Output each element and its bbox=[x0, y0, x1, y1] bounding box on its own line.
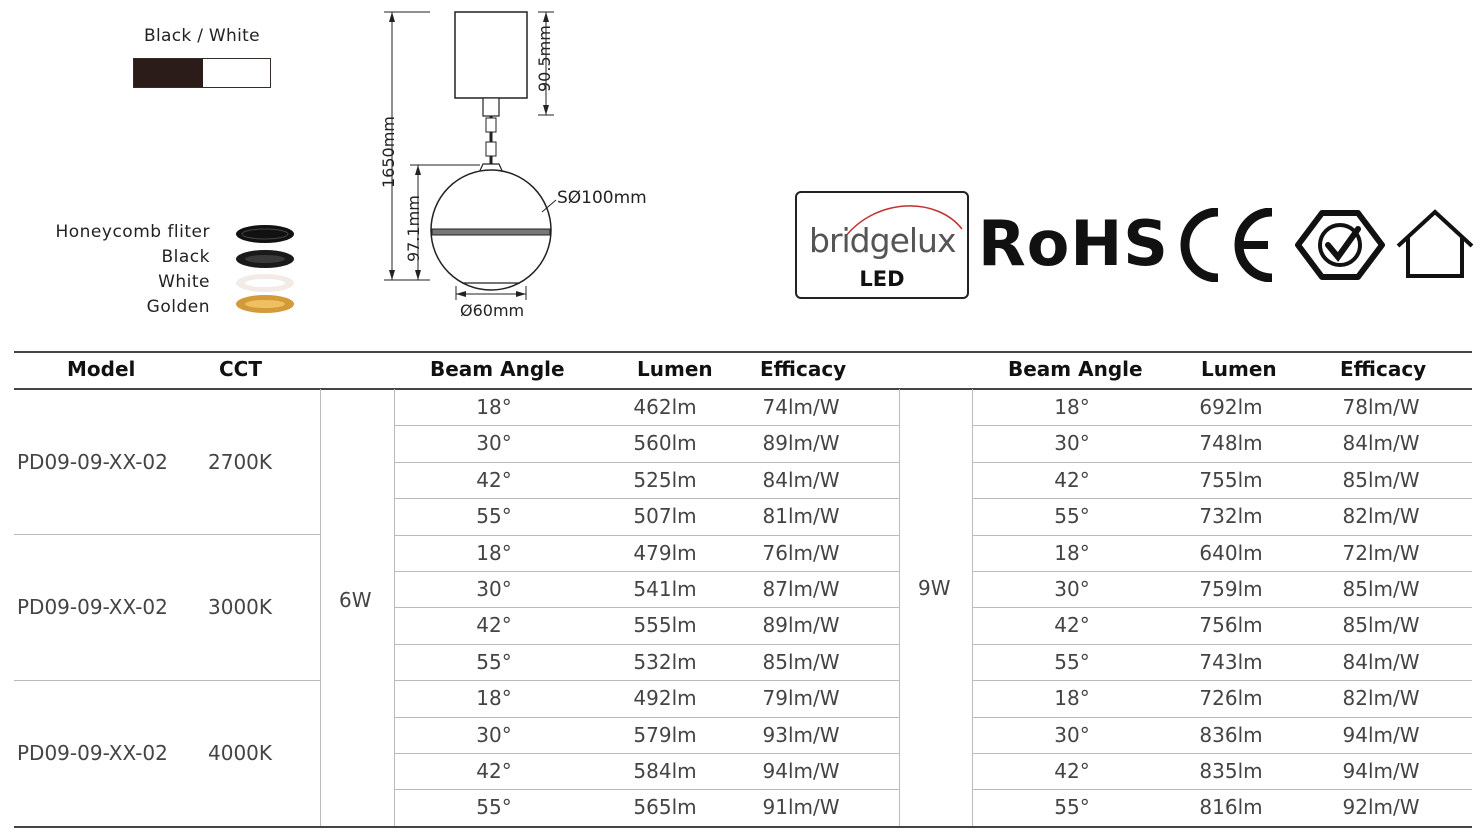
lumen-6w-cell: 532lm bbox=[633, 649, 697, 674]
efficacy-9w-cell: 82lm/W bbox=[1342, 504, 1420, 529]
efficacy-9w-cell: 84lm/W bbox=[1342, 431, 1420, 456]
table-bottom-rule bbox=[14, 826, 1472, 828]
beam-9w-cell: 42° bbox=[1054, 613, 1090, 638]
efficacy-9w-cell: 78lm/W bbox=[1342, 395, 1420, 419]
row-divider bbox=[394, 425, 899, 426]
efficacy-6w-cell: 85lm/W bbox=[762, 649, 840, 674]
row-divider bbox=[394, 717, 899, 718]
beam-9w-cell: 18° bbox=[1054, 395, 1090, 419]
efficacy-6w-cell: 89lm/W bbox=[762, 613, 840, 638]
lumen-9w-cell: 835lm bbox=[1199, 759, 1263, 783]
cct-cell: 3000K bbox=[208, 595, 273, 620]
beam-6w-cell: 18° bbox=[476, 395, 512, 419]
reflector-label-black: Black bbox=[161, 247, 210, 267]
lumen-9w-cell: 726lm bbox=[1199, 686, 1263, 711]
efficacy-9w-cell: 85lm/W bbox=[1342, 577, 1420, 601]
lumen-6w-cell: 584lm bbox=[633, 759, 697, 783]
row-divider bbox=[972, 644, 1472, 645]
bridgelux-logo bbox=[795, 191, 969, 299]
row-divider bbox=[972, 753, 1472, 754]
efficacy-9w-cell: 84lm/W bbox=[1342, 649, 1420, 674]
house-icon bbox=[1394, 208, 1476, 280]
lumen-9w-cell: 759lm bbox=[1199, 577, 1263, 601]
lumen-6w-cell: 462lm bbox=[633, 395, 697, 419]
rohs-mark: RoHS bbox=[978, 207, 1169, 280]
efficacy-6w-cell: 91lm/W bbox=[762, 795, 840, 820]
row-divider bbox=[972, 462, 1472, 463]
efficacy-6w-cell: 93lm/W bbox=[762, 722, 840, 747]
efficacy-9w-cell: 72lm/W bbox=[1342, 540, 1420, 565]
row-divider bbox=[394, 571, 899, 572]
dim-total-length: 1650mm bbox=[379, 116, 398, 188]
efficacy-9w-cell: 92lm/W bbox=[1342, 795, 1420, 820]
header-beam-6w: Beam Angle bbox=[430, 357, 565, 381]
beam-6w-cell: 18° bbox=[476, 686, 512, 711]
row-divider bbox=[394, 753, 899, 754]
beam-6w-cell: 30° bbox=[476, 722, 512, 747]
efficacy-9w-cell: 94lm/W bbox=[1342, 759, 1420, 783]
header-efficacy-6w: Efficacy bbox=[760, 357, 847, 381]
white-swatch bbox=[203, 59, 270, 87]
beam-9w-cell: 30° bbox=[1054, 722, 1090, 747]
efficacy-6w-cell: 79lm/W bbox=[762, 686, 840, 711]
reflector-discs bbox=[232, 222, 298, 316]
beam-9w-cell: 30° bbox=[1054, 431, 1090, 456]
beam-6w-cell: 55° bbox=[476, 504, 512, 529]
efficacy-9w-cell: 82lm/W bbox=[1342, 686, 1420, 711]
cct-cell: 4000K bbox=[208, 741, 273, 765]
beam-9w-cell: 55° bbox=[1054, 649, 1090, 674]
lumen-6w-cell: 560lm bbox=[633, 431, 697, 456]
efficacy-9w-cell: 85lm/W bbox=[1342, 467, 1420, 492]
header-cct: CCT bbox=[219, 357, 262, 381]
efficacy-9w-cell: 85lm/W bbox=[1342, 613, 1420, 638]
lumen-9w-cell: 640lm bbox=[1199, 540, 1263, 565]
bridgelux-led: LED bbox=[859, 267, 905, 291]
reflector-label-honeycomb: Honeycomb fliter bbox=[55, 222, 210, 242]
header-efficacy-9w: Efficacy bbox=[1340, 357, 1427, 381]
lumen-6w-cell: 479lm bbox=[633, 540, 697, 565]
efficacy-6w-cell: 87lm/W bbox=[762, 577, 840, 601]
efficacy-6w-cell: 84lm/W bbox=[762, 467, 840, 492]
model-cell: PD09-09-XX-02 bbox=[17, 449, 168, 474]
lumen-6w-cell: 555lm bbox=[633, 613, 697, 638]
header-lumen-6w: Lumen bbox=[637, 357, 713, 381]
efficacy-6w-cell: 94lm/W bbox=[762, 759, 840, 783]
lumen-9w-cell: 743lm bbox=[1199, 649, 1263, 674]
row-divider bbox=[972, 717, 1472, 718]
beam-6w-cell: 55° bbox=[476, 795, 512, 820]
beam-6w-cell: 42° bbox=[476, 613, 512, 638]
lumen-6w-cell: 541lm bbox=[633, 577, 697, 601]
lumen-9w-cell: 816lm bbox=[1199, 795, 1263, 820]
lumen-6w-cell: 579lm bbox=[633, 722, 697, 747]
finish-title: Black / White bbox=[144, 26, 260, 46]
efficacy-6w-cell: 76lm/W bbox=[762, 540, 840, 565]
black-swatch bbox=[134, 59, 203, 87]
row-divider bbox=[972, 607, 1472, 608]
beam-9w-cell: 30° bbox=[1054, 577, 1090, 601]
power-9w: 9W bbox=[918, 576, 951, 600]
row-divider bbox=[394, 644, 899, 645]
reflector-label-white: White bbox=[158, 272, 210, 292]
header-beam-9w: Beam Angle bbox=[1008, 357, 1143, 381]
power-6w: 6W bbox=[339, 588, 372, 612]
beam-6w-cell: 42° bbox=[476, 467, 512, 492]
table-header-rule bbox=[14, 388, 1472, 390]
row-divider bbox=[972, 789, 1472, 790]
beam-6w-cell: 55° bbox=[476, 649, 512, 674]
row-divider bbox=[394, 607, 899, 608]
beam-6w-cell: 30° bbox=[476, 577, 512, 601]
beam-6w-cell: 42° bbox=[476, 759, 512, 783]
efficacy-6w-cell: 89lm/W bbox=[762, 431, 840, 456]
dim-head-height: 97.1mm bbox=[404, 195, 423, 262]
dim-canopy-height: 90.5mm bbox=[535, 25, 554, 92]
reflector-label-golden: Golden bbox=[146, 297, 210, 317]
model-cell: PD09-09-XX-02 bbox=[17, 741, 168, 765]
row-divider bbox=[972, 680, 1472, 681]
row-divider bbox=[394, 462, 899, 463]
beam-9w-cell: 42° bbox=[1054, 467, 1090, 492]
efficacy-6w-cell: 74lm/W bbox=[762, 395, 840, 419]
honeycomb-disc bbox=[236, 225, 294, 243]
lumen-9w-cell: 755lm bbox=[1199, 467, 1263, 492]
lumen-6w-cell: 507lm bbox=[633, 504, 697, 529]
lumen-6w-cell: 492lm bbox=[633, 686, 697, 711]
row-divider bbox=[394, 535, 899, 536]
rcm-check-icon bbox=[1292, 207, 1388, 283]
lumen-9w-cell: 756lm bbox=[1199, 613, 1263, 638]
bridgelux-wordmark: bridgelux bbox=[809, 221, 956, 260]
row-divider bbox=[972, 425, 1472, 426]
efficacy-6w-cell: 81lm/W bbox=[762, 504, 840, 529]
beam-9w-cell: 18° bbox=[1054, 540, 1090, 565]
lumen-9w-cell: 732lm bbox=[1199, 504, 1263, 529]
row-divider bbox=[972, 571, 1472, 572]
row-divider bbox=[394, 680, 899, 681]
header-model: Model bbox=[67, 357, 136, 381]
beam-6w-cell: 18° bbox=[476, 540, 512, 565]
dim-opening: Ø60mm bbox=[460, 301, 525, 320]
row-divider bbox=[972, 535, 1472, 536]
model-cell: PD09-09-XX-02 bbox=[17, 595, 168, 620]
beam-9w-cell: 18° bbox=[1054, 686, 1090, 711]
beam-9w-cell: 55° bbox=[1054, 795, 1090, 820]
finish-swatch bbox=[133, 58, 271, 88]
lumen-6w-cell: 525lm bbox=[633, 467, 697, 492]
efficacy-9w-cell: 94lm/W bbox=[1342, 722, 1420, 747]
beam-9w-cell: 55° bbox=[1054, 504, 1090, 529]
lumen-6w-cell: 565lm bbox=[633, 795, 697, 820]
dimension-diagram bbox=[370, 0, 690, 330]
lumen-9w-cell: 748lm bbox=[1199, 431, 1263, 456]
beam-6w-cell: 30° bbox=[476, 431, 512, 456]
header-lumen-9w: Lumen bbox=[1201, 357, 1277, 381]
ce-mark bbox=[1178, 208, 1278, 282]
row-divider bbox=[394, 498, 899, 499]
dim-sphere: SØ100mm bbox=[557, 188, 647, 208]
row-divider bbox=[972, 498, 1472, 499]
row-divider bbox=[394, 789, 899, 790]
lumen-9w-cell: 692lm bbox=[1199, 395, 1263, 419]
table-top-rule bbox=[14, 351, 1472, 353]
cct-cell: 2700K bbox=[208, 449, 273, 474]
lumen-9w-cell: 836lm bbox=[1199, 722, 1263, 747]
beam-9w-cell: 42° bbox=[1054, 759, 1090, 783]
